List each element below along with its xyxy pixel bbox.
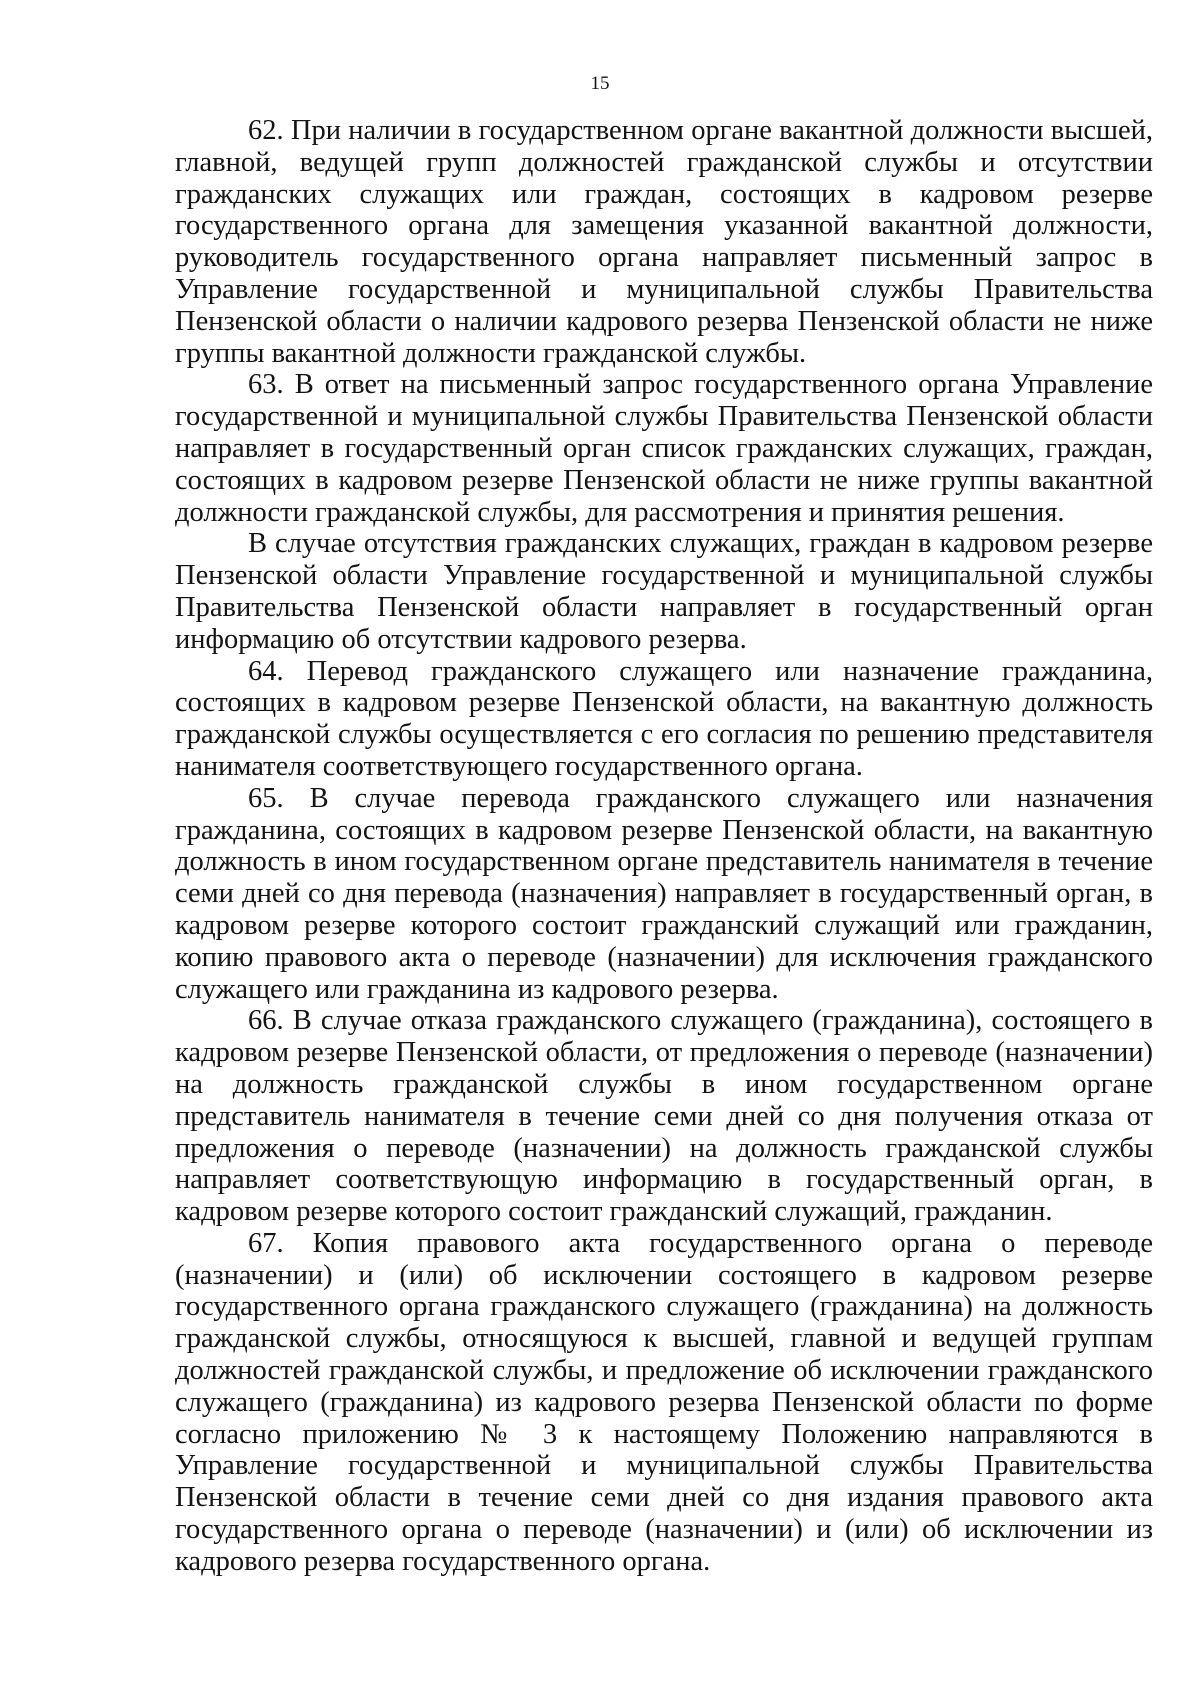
paragraph-64: 64. Перевод гражданского служащего или назначение гражданина, состоящих в кадровом резерве Пензенской области, на вакантную должность гражданской службы осуществляется с его согласия по решению представителя нанимателя соответствующего государственного органа. bbox=[175, 655, 1153, 782]
page-number: 15 bbox=[590, 73, 610, 94]
paragraph-62: 62. При наличии в государственном органе вакантной должности высшей, главной, ведущей групп должностей гражданской службы и отсутствии гражданских служащих или граждан, состоящих в кадровом резерве государственного органа для замещения указанной вакантной должности, руководитель государственного органа направляет письменный запрос в Управление государственной и муниципальной службы Правительства Пензенской области о наличии кадрового резерва Пензенской области не ниже группы вакантной должности гражданской службы. bbox=[175, 115, 1153, 369]
document-body bbox=[175, 115, 1153, 1578]
paragraph-67: 67. Копия правового акта государственного органа о переводе (назначении) и (или) об исключении состоящего в кадровом резерве государственного органа гражданского служащего (гражданина) на должность гражданской службы, относящуюся к высшей, главной и ведущей группам должностей гражданской службы, и предложение об исключении гражданского служащего (гражданина) из кадрового резерва Пензенской области по форме согласно приложению № 3 к настоящему Положению направляются в Управление государственной и муниципальной службы Правительства Пензенской области в течение семи дней со дня издания правового акта государственного органа о переводе (назначении) и (или) об исключении из кадрового резерва государственного органа. bbox=[175, 1227, 1153, 1577]
paragraph-65: 65. В случае перевода гражданского служащего или назначения гражданина, состоящих в кадровом резерве Пензенской области, на вакантную должность в ином государственном органе представитель нанимателя в течение семи дней со дня перевода (назначения) направляет в государственный орган, в кадровом резерве которого состоит гражданский служащий или гражданин, копию правового акта о переводе (назначении) для исключения гражданского служащего или гражданина из кадрового резерва. bbox=[175, 782, 1153, 1005]
paragraph-66: 66. В случае отказа гражданского служащего (гражданина), состоящего в кадровом резерве Пензенской области, от предложения о переводе (назначении) на должность гражданской службы в ином государственном органе представитель нанимателя в течение семи дней со дня получения отказа от предложения о переводе (назначении) на должность гражданской службы направляет соответствующую информацию в государственный орган, в кадровом резерве которого состоит гражданский служащий, гражданин. bbox=[175, 1005, 1153, 1228]
paragraph-63-continuation: В случае отсутствия гражданских служащих, граждан в кадровом резерве Пензенской области Управление государственной и муниципальной службы Правительства Пензенской области направляет в государственный орган информацию об отсутствии кадрового резерва. bbox=[175, 528, 1153, 655]
paragraph-63: 63. В ответ на письменный запрос государственного органа Управление государственной и муниципальной службы Правительства Пензенской области направляет в государственный орган список гражданских служащих, граждан, состоящих в кадровом резерве Пензенской области не ниже группы вакантной должности гражданской службы, для рассмотрения и принятия решения. bbox=[175, 369, 1153, 528]
